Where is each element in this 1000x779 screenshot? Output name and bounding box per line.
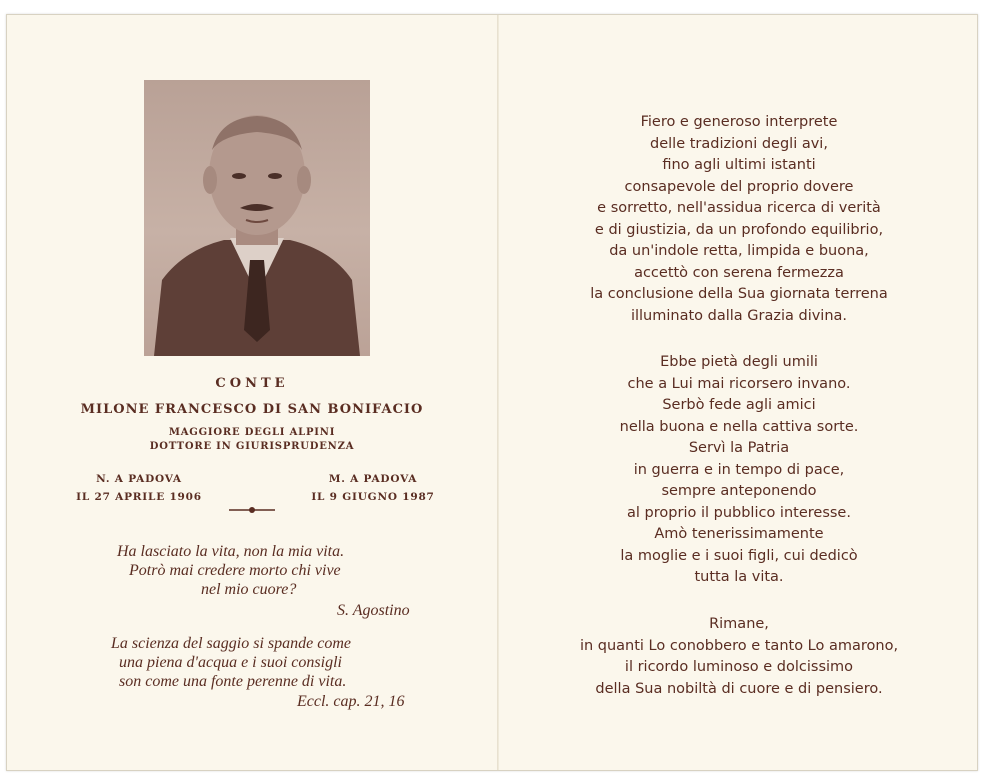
poem-line: la moglie e i suoi figli, cui dedicò [620, 547, 858, 564]
quote-line: La scienza del saggio si spande come [111, 635, 351, 652]
poem-line: Servì la Patria [688, 440, 790, 456]
birth-date: IL 27 APRILE 1906 [76, 491, 202, 503]
poem-line: e di giustizia, da un profondo equilibrio, [594, 221, 884, 238]
degree-line: DOTTORE IN GIURISPRUDENZA [149, 441, 355, 452]
poem-line: nella buona e nella cattiva sorte. [619, 418, 859, 435]
poem-line: che a Lui mai ricorsero invano. [627, 375, 851, 392]
poem-line: Rimane, [709, 616, 769, 632]
death-place: M. A PADOVA [328, 473, 418, 485]
poem-line: Serbò fede agli amici [662, 397, 816, 413]
poem-line: della Sua nobiltà di cuore e di pensiero. [595, 680, 883, 697]
poem-line: Amò tenerissimamente [654, 526, 824, 542]
poem-line: e sorretto, nell'assidua ricerca di verità [597, 200, 881, 216]
quote-agostino [117, 542, 437, 599]
rank-block [7, 426, 497, 454]
poem-line: il ricordo luminoso e dolcissimo [624, 659, 854, 675]
birth-info [69, 470, 209, 506]
poem-line: accettò con serena fermezza [634, 264, 844, 281]
quote-line: una piena d'acqua e i suoi consigli [119, 654, 342, 671]
poem-stanza-3 [539, 614, 939, 700]
poem-line: da un'indole retta, limpida e buona, [609, 243, 869, 259]
quote-line: Ha lasciato la vita, non la mia vita. [117, 543, 345, 560]
quote-author: Eccl. cap. 21, 16 [297, 693, 405, 710]
poem-line: delle tradizioni degli avi, [650, 135, 828, 152]
title-conte: CONTE [215, 376, 289, 391]
poem-line: in guerra e in tempo di pace, [633, 461, 845, 478]
poem-line: sempre anteponendo [661, 483, 817, 499]
poem-stanza-2 [539, 352, 939, 589]
poem-line: Fiero e generoso interprete [640, 114, 838, 130]
quote-ecclesiastico [111, 634, 431, 691]
poem-stanza-1 [539, 112, 939, 327]
death-date: IL 9 GIUGNO 1987 [311, 491, 435, 503]
quote-line: nel mio cuore? [201, 581, 297, 598]
portrait-photo [144, 80, 370, 356]
memorial-card [6, 14, 978, 771]
poem-line: consapevole del proprio dovere [624, 178, 854, 195]
poem-line: Ebbe pietà degli umili [660, 354, 818, 370]
poem-line: la conclusione della Sua giornata terrena [590, 286, 888, 302]
rank-line: MAGGIORE DEGLI ALPINI [168, 427, 336, 438]
deceased-name: MILONE FRANCESCO DI SAN BONIFACIO [80, 402, 424, 417]
poem-line: al proprio il pubblico interesse. [627, 504, 851, 521]
quote-author: S. Agostino [337, 602, 410, 619]
ornament-divider [227, 505, 277, 515]
death-info [303, 470, 443, 506]
poem-line: fino agli ultimi istanti [662, 157, 816, 173]
quote-line: son come una fonte perenne di vita. [119, 673, 347, 690]
right-panel [499, 15, 977, 770]
left-panel [7, 15, 497, 770]
quote-line: Potrò mai credere morto chi vive [129, 562, 341, 579]
poem-line: in quanti Lo conobbero e tanto Lo amarono, [579, 637, 899, 654]
poem-line: tutta la vita. [694, 569, 784, 585]
birth-place: N. A PADOVA [96, 473, 182, 485]
poem-line: illuminato dalla Grazia divina. [630, 307, 848, 324]
